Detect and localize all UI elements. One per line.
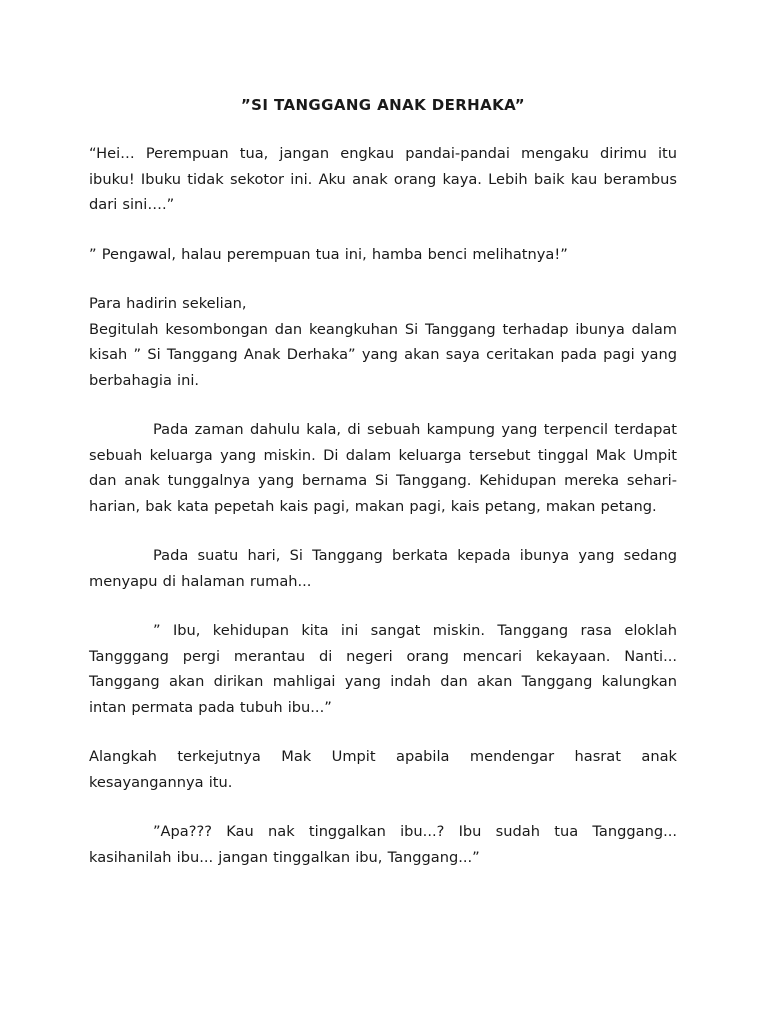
paragraph-4: Begitulah kesombongan dan keangkuhan Si Tanggang terhadap ibunya dalam kisah ” Si Tanggang Anak Derhaka” yang akan saya ceritakan pada pagi yang berbahagia ini. xyxy=(89,320,677,389)
document-title: ”SI TANGGANG ANAK DERHAKA” xyxy=(240,96,526,114)
paragraph-2: ” Pengawal, halau perempuan tua ini, hamba benci melihatnya!” xyxy=(89,245,568,263)
paragraph-3: Para hadirin sekelian, xyxy=(89,295,247,312)
paragraph-8: Alangkah terkejutnya Mak Umpit apabila mendengar hasrat anak kesayangannya itu. xyxy=(89,748,677,791)
paragraph-1: “Hei… Perempuan tua, jangan engkau pandai-pandai mengaku dirimu itu ibuku! Ibuku tidak sekotor ini. Aku anak orang kaya. Lebih baik kau berambus dari sini….” xyxy=(89,145,677,213)
document-page xyxy=(89,92,677,894)
paragraph-5: Pada zaman dahulu kala, di sebuah kampung yang terpencil terdapat sebuah keluarga yang miskin. Di dalam keluarga tersebut tinggal Mak Umpit dan anak tunggalnya yang bernama Si Tanggang. Kehidupan mereka sehari-harian, bak kata pepetah kais pagi, makan pagi, kais petang, makan petang. xyxy=(89,421,677,515)
paragraph-9: ”Apa??? Kau nak tinggalkan ibu...? Ibu sudah tua Tanggang... kasihanilah ibu... jangan tinggalkan ibu, Tanggang...” xyxy=(89,823,677,866)
paragraph-7: ” Ibu, kehidupan kita ini sangat miskin. Tanggang rasa eloklah Tangggang pergi merantau di negeri orang mencari kekayaan. Nanti... Tanggang akan dirikan mahligai yang indah dan akan Tanggang kalungkan intan permata pada tubuh ibu...” xyxy=(89,622,677,716)
paragraph-6: Pada suatu hari, Si Tanggang berkata kepada ibunya yang sedang menyapu di halaman rumah... xyxy=(89,547,677,590)
